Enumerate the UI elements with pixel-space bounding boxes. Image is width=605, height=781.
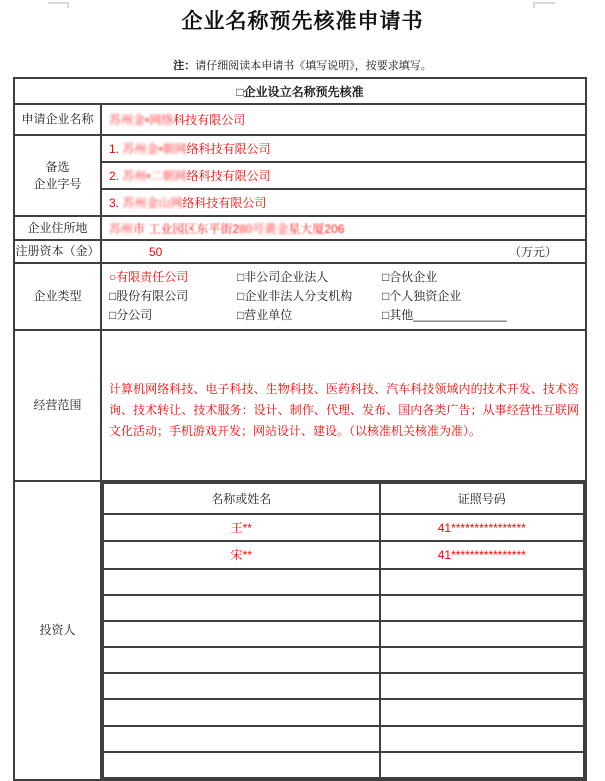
investor-empty-row	[103, 647, 584, 673]
redacted-text-segment: 市 工业园区东	[133, 221, 209, 236]
enterprise-type-option-label: 个人独资企业	[389, 289, 462, 303]
investor-empty-row	[103, 569, 584, 595]
label-applied-name: 申请企业名称	[14, 104, 101, 135]
investor-empty-row	[103, 673, 584, 699]
investor-row	[103, 541, 584, 568]
alt-name-2-text	[122, 169, 270, 183]
investors-table	[102, 482, 585, 779]
investor-cert-empty-cell	[380, 621, 584, 647]
checkbox-glyph: □	[382, 270, 390, 284]
investor-cert-number: 41****************	[380, 541, 584, 568]
label-alternative-names-line2: 企业字号	[33, 176, 82, 191]
investor-cert-empty-cell	[380, 595, 584, 621]
value-applied-name	[101, 104, 586, 135]
investor-name: 宋**	[103, 541, 380, 568]
investor-name-empty-cell	[103, 595, 380, 621]
investor-cert-empty-cell	[380, 752, 584, 778]
redacted-text-segment: 苏州金•网络	[109, 113, 174, 127]
enterprise-type-option	[237, 268, 382, 287]
enterprise-type-option-selected	[109, 268, 237, 287]
investor-empty-row	[103, 752, 584, 778]
value-alt-name-1	[101, 135, 586, 162]
checkbox-glyph: □	[237, 308, 245, 322]
checkbox-glyph: □	[382, 308, 390, 322]
page-title: 企业名称预先核准申请书	[181, 10, 424, 33]
application-table	[13, 77, 587, 781]
investor-name-empty-cell	[103, 569, 380, 595]
investor-row	[103, 514, 584, 541]
investor-name-empty-cell	[103, 726, 380, 752]
enterprise-type-option	[237, 287, 382, 306]
label-enterprise-type: 企业类型	[14, 263, 101, 330]
redacted-text-segment: 苏州金•朝网	[122, 142, 187, 156]
investors-rows	[103, 514, 584, 778]
section-header: □企业设立名称预先核准	[14, 78, 586, 104]
investor-cert-empty-cell	[380, 569, 584, 595]
value-enterprise-type	[101, 263, 586, 330]
fill-instruction-note	[0, 57, 605, 73]
enterprise-type-option	[382, 287, 585, 306]
enterprise-type-option-label: 非公司企业法人	[244, 270, 329, 284]
investor-cert-empty-cell	[380, 699, 584, 725]
redacted-text-segment: 科技有限公司	[173, 113, 246, 127]
redacted-text-segment: 苏州	[109, 221, 134, 236]
business-scope-text: 计算机网络科技、电子科技、生物科技、医药科技、汽车科技领域内的技术开发、技术咨询、技术转让、技术服务：设计、制作、代理、发布、国内各类广告；从事经营性互联网文化活动；手机游戏开发；网站设计、建设。（以核准机关核准为准）。	[109, 381, 579, 438]
enterprise-type-option-label: 其他______________	[389, 308, 507, 322]
enterprise-type-option	[382, 268, 585, 287]
selected-circle-mark: ○	[109, 270, 117, 284]
value-alt-name-3	[101, 189, 586, 216]
enterprise-type-option	[382, 306, 585, 325]
investor-name-empty-cell	[103, 699, 380, 725]
investor-cert-empty-cell	[380, 647, 584, 673]
investor-empty-row	[103, 699, 584, 725]
redacted-text-segment: 络科技有限公司	[182, 196, 267, 210]
enterprise-type-option-label: 有限责任公司	[116, 270, 189, 284]
investor-name-empty-cell	[103, 673, 380, 699]
checkbox-glyph: □	[109, 308, 117, 322]
alt-name-3-number: 3.	[109, 196, 120, 210]
enterprise-type-option-label: 营业单位	[244, 308, 293, 322]
enterprise-type-option-label: 分公司	[116, 308, 153, 322]
enterprise-type-row	[109, 268, 585, 287]
label-investors: 投资人	[14, 481, 101, 780]
checkbox-glyph: □	[109, 289, 117, 303]
redacted-text-segment: 络科技有限公司	[186, 169, 271, 183]
redacted-text-segment: 80号黄金	[239, 221, 289, 236]
investor-cert-empty-cell	[380, 726, 584, 752]
enterprise-type-option-label: 股份有限公司	[116, 289, 189, 303]
investor-empty-row	[103, 621, 584, 647]
enterprise-type-option-label: 合伙企业	[389, 270, 438, 284]
value-address	[101, 216, 586, 240]
investor-empty-row	[103, 595, 584, 621]
label-business-scope: 经营范围	[14, 330, 101, 481]
redacted-text-segment: 平街2	[208, 221, 240, 236]
label-address: 企业住所地	[14, 216, 101, 240]
enterprise-type-option	[109, 287, 237, 306]
redacted-text-segment: 星大厦	[288, 221, 325, 236]
redacted-text-segment: 苏州金山网	[122, 196, 183, 210]
investors-header-cert: 证照号码	[380, 483, 584, 514]
enterprise-type-options	[102, 264, 585, 329]
label-alternative-names	[14, 135, 101, 216]
label-alternative-names-line1: 备选	[45, 160, 70, 175]
enterprise-type-row	[109, 287, 585, 306]
enterprise-type-option	[109, 306, 237, 325]
alt-name-3-text	[122, 196, 266, 210]
enterprise-type-option	[237, 306, 382, 325]
investors-cell	[101, 481, 586, 780]
note-text: 请仔细阅读本申请书《填写说明》，按要求填写。	[195, 60, 432, 72]
alt-name-2-number: 2.	[109, 169, 120, 183]
investors-header-name: 名称或姓名	[103, 483, 380, 514]
alt-name-1-text	[122, 142, 270, 156]
investor-cert-empty-cell	[380, 673, 584, 699]
investor-name-empty-cell	[103, 752, 380, 778]
value-business-scope	[101, 330, 586, 481]
checkbox-glyph: □	[237, 270, 245, 284]
redacted-text-segment: 苏州•二朝网	[122, 169, 187, 183]
note-prefix: 注：	[173, 60, 196, 72]
enterprise-type-option-label: 企业非法人分支机构	[244, 289, 353, 303]
investor-cert-number: 41****************	[380, 514, 584, 541]
investor-name: 王**	[103, 514, 380, 541]
label-registered-capital: 注册资本（金）	[14, 240, 101, 263]
redacted-text-segment: 络科技有限公司	[186, 142, 271, 156]
checkbox-glyph: □	[237, 289, 245, 303]
value-alt-name-2	[101, 162, 586, 189]
enterprise-type-row	[109, 306, 585, 325]
investor-name-empty-cell	[103, 647, 380, 673]
value-registered-capital	[101, 240, 586, 263]
capital-unit: （万元）	[508, 245, 557, 259]
investor-empty-row	[103, 726, 584, 752]
checkbox-glyph: □	[382, 289, 390, 303]
alt-name-1-number: 1.	[109, 142, 120, 156]
redacted-text-segment: 206	[324, 221, 345, 236]
investor-name-empty-cell	[103, 621, 380, 647]
capital-amount: 50	[149, 244, 163, 259]
